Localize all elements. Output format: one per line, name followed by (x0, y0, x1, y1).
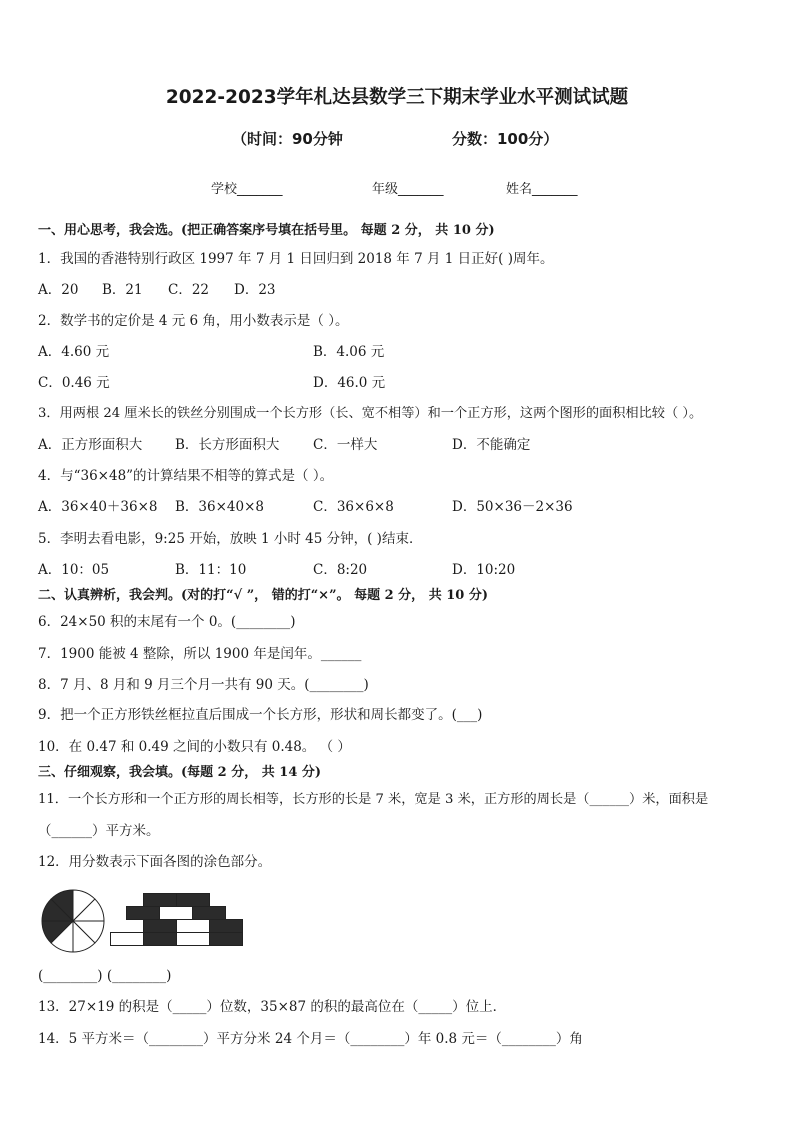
brick (144, 894, 177, 907)
q4-option-d: D．50×36－2×36 (452, 499, 573, 515)
q4-option-b: B．36×40×8 (175, 499, 264, 515)
exam-time: （时间：90分钟 (232, 130, 343, 148)
q1-option-d: D．23 (234, 282, 276, 298)
brick (144, 933, 177, 946)
brick (193, 907, 226, 920)
q14-text: 14．5 平方米＝（________）平方分米 24 个月＝（________）年 0.8 元＝（________）角 (38, 1031, 583, 1047)
q4-text: 4．与“36×48”的计算结果不相等的算式是（ ）。 (38, 468, 334, 484)
q3-option-d: D．不能确定 (452, 437, 531, 453)
shaded-circle-figure (40, 888, 106, 954)
q1-option-a: A．20 (38, 282, 79, 298)
q1-option-b: B．21 (102, 282, 143, 298)
q9-text: 9．把一个正方形铁丝框拉直后围成一个长方形，形状和周长都变了。(___) (38, 707, 483, 723)
q10-text: 10．在 0.47 和 0.49 之间的小数只有 0.48。 （ ） (38, 739, 351, 755)
q2-option-a: A．4.60 元 (38, 344, 110, 360)
section1-heading: 一、用心思考，我会选。(把正确答案序号填在括号里。 每题 2 分， 共 10 分) (38, 223, 495, 238)
q3-text: 3．用两根 24 厘米长的铁丝分别围成一个长方形（长、宽不相等）和一个正方形，这两个图形的面积相比较（ ）。 (38, 406, 703, 421)
q7-text: 7．1900 能被 4 整除，所以 1900 年是闰年。______ (38, 646, 362, 662)
circle-slices (42, 890, 104, 952)
brick (127, 907, 160, 920)
brick (160, 907, 193, 920)
grade-field[interactable]: 年级_______ (372, 182, 444, 197)
brick (177, 933, 210, 946)
q3-option-a: A．正方形面积大 (38, 437, 143, 453)
brick (210, 933, 243, 946)
brick (177, 894, 210, 907)
shaded-bricks-figure (110, 893, 250, 947)
brick (177, 920, 210, 933)
q5-option-d: D．10:20 (452, 562, 516, 578)
q1-text: 1．我国的香港特别行政区 1997 年 7 月 1 日回归到 2018 年 7 月 1 日正好( )周年。 (38, 251, 554, 267)
q4-option-a: A．36×40＋36×8 (38, 499, 158, 515)
name-field[interactable]: 姓名_______ (506, 182, 578, 197)
brick (144, 920, 177, 933)
q12-answer-blanks[interactable]: (________) (________) (38, 968, 172, 984)
q5-option-a: A．10：05 (38, 562, 110, 578)
section2-heading: 二、认真辨析，我会判。(对的打“√ ”， 错的打“×”。 每题 2 分， 共 10 分) (38, 588, 488, 603)
q8-text: 8．7 月、8 月和 9 月三个月一共有 90 天。(________) (38, 677, 369, 693)
q5-text: 5．李明去看电影，9:25 开始，放映 1 小时 45 分钟，( )结束． (38, 531, 423, 547)
q5-option-b: B．11：10 (175, 562, 247, 578)
exam-score: 分数：100分） (452, 130, 559, 148)
q13-text: 13．27×19 的积是（_____）位数，35×87 的积的最高位在（_____）位上． (38, 999, 507, 1015)
q2-option-c: C．0.46 元 (38, 375, 110, 391)
school-field[interactable]: 学校_______ (211, 182, 283, 197)
q11-text-line1: 11．一个长方形和一个正方形的周长相等，长方形的长是 7 米，宽是 3 米，正方形的周长是（______）米，面积是 (38, 792, 709, 807)
q3-option-b: B．长方形面积大 (175, 437, 280, 453)
section3-heading: 三、仔细观察，我会填。(每题 2 分， 共 14 分) (38, 765, 322, 780)
q11-text-line2: （______）平方米。 (38, 823, 160, 839)
q12-text: 12．用分数表示下面各图的涂色部分。 (38, 854, 272, 870)
brick (111, 933, 144, 946)
q4-option-c: C．36×6×8 (313, 499, 394, 515)
brick (210, 920, 243, 933)
brick-rows (111, 894, 243, 946)
page-title: 2022-2023学年札达县数学三下期末学业水平测试试题 (165, 87, 629, 108)
q2-option-b: B．4.06 元 (313, 344, 385, 360)
q3-option-c: C．一样大 (313, 437, 378, 453)
q1-option-c: C．22 (168, 282, 210, 298)
q6-text: 6．24×50 积的末尾有一个 0。(________) (38, 614, 296, 630)
q2-text: 2．数学书的定价是 4 元 6 角，用小数表示是（ ）。 (38, 313, 349, 329)
q5-option-c: C．8:20 (313, 562, 368, 578)
q2-option-d: D．46.0 元 (313, 375, 386, 391)
